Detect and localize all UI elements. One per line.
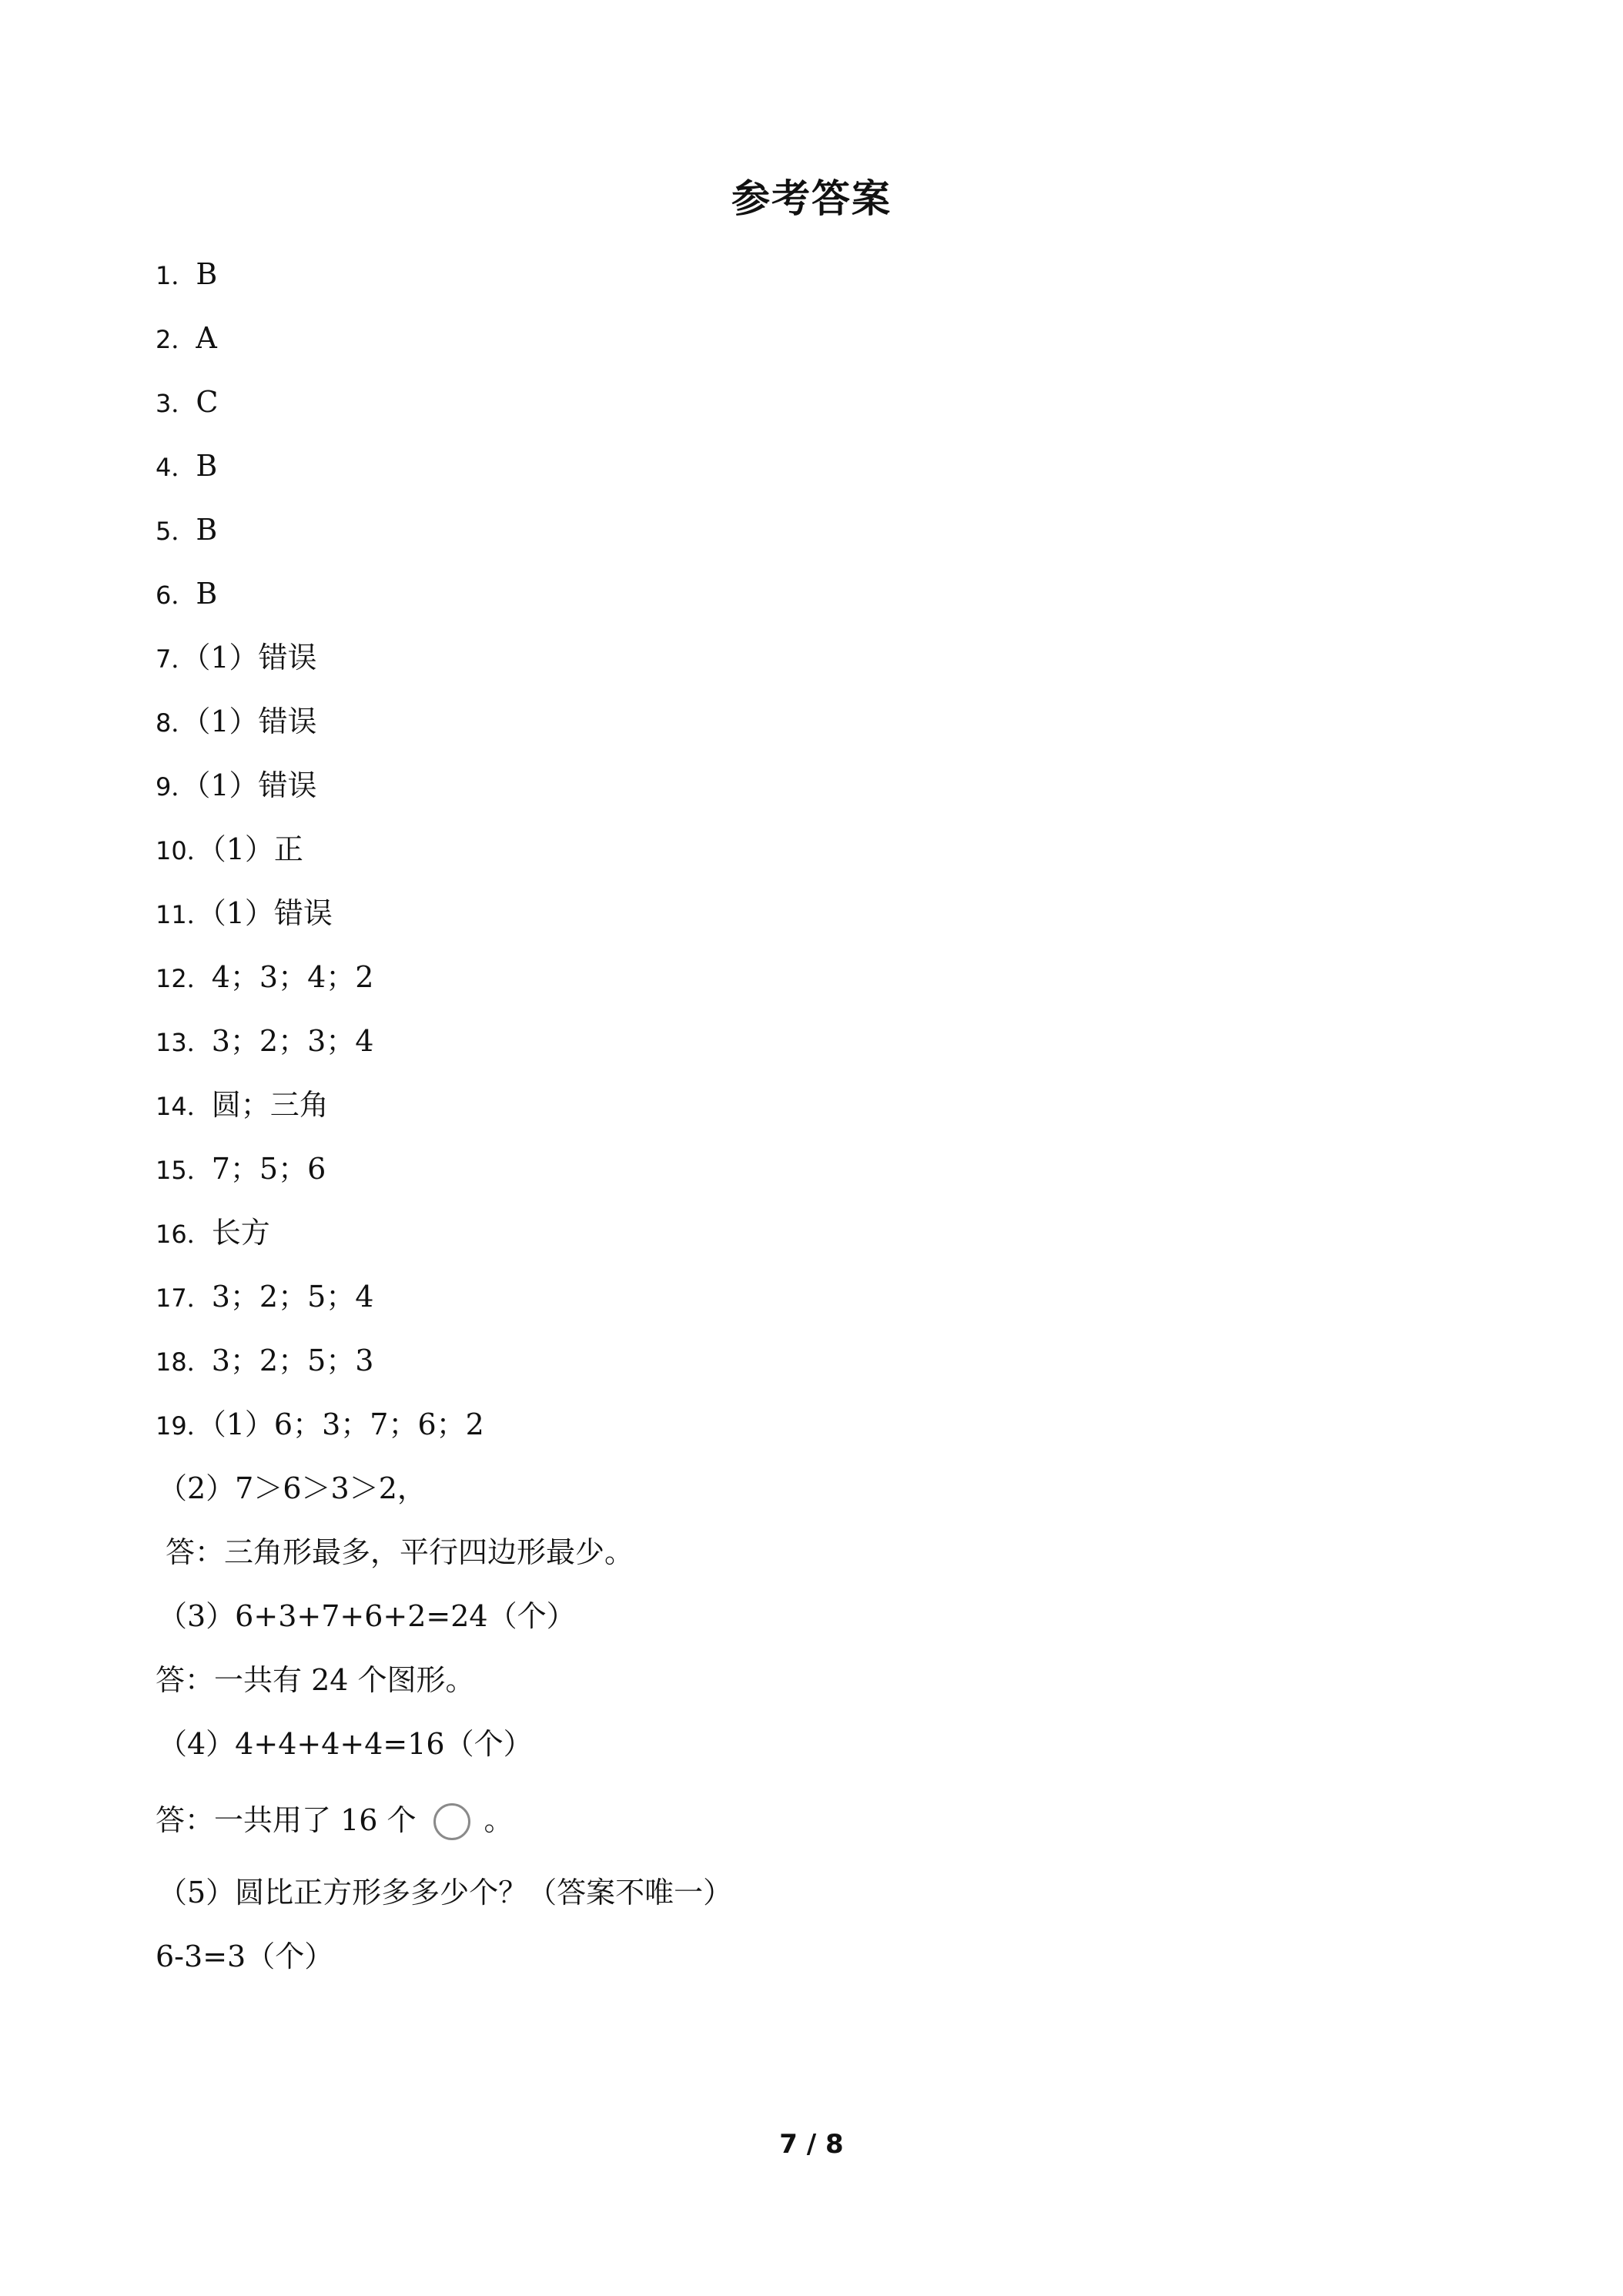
answer-number: 18． bbox=[156, 1347, 212, 1377]
answer-text: （1）错误 bbox=[196, 705, 317, 738]
answer-item bbox=[156, 1337, 373, 1384]
answer-item bbox=[156, 1274, 373, 1320]
answer-text: C bbox=[196, 385, 219, 419]
answer-text: （1）错误 bbox=[196, 641, 317, 674]
q19-part3: （3）6+3+7+6+2=24（个） bbox=[158, 1599, 576, 1633]
q19-part3-answer: 答：一共有 24 个图形。 bbox=[156, 1663, 475, 1697]
answer-item bbox=[156, 826, 303, 872]
answer-number: 12． bbox=[156, 964, 212, 993]
answer-text: B bbox=[196, 257, 218, 291]
answer-text: B bbox=[196, 449, 218, 483]
answer-item bbox=[156, 379, 218, 425]
answer-number: 3． bbox=[156, 389, 196, 418]
answer-text: 3；2；3；4 bbox=[211, 1024, 374, 1058]
q19-part5: （5）圆比正方形多多少个？（答案不唯一） bbox=[158, 1876, 733, 1909]
answer-number: 17． bbox=[156, 1284, 212, 1313]
answer-item bbox=[156, 1401, 484, 1448]
q19-part4-answer-text: 答：一共用了 16 个 bbox=[156, 1803, 417, 1837]
answer-item bbox=[156, 1082, 329, 1128]
answer-number: 19． bbox=[156, 1411, 212, 1441]
answer-number: 1． bbox=[156, 261, 196, 290]
answer-number: 5． bbox=[156, 517, 196, 546]
answer-text: （1）错误 bbox=[196, 768, 317, 802]
answer-text: 3；2；5；4 bbox=[211, 1280, 374, 1314]
answer-item bbox=[156, 251, 217, 297]
answer-item bbox=[156, 1146, 326, 1192]
q19-part4-answer bbox=[156, 1797, 514, 1843]
answer-number: 11． bbox=[156, 900, 212, 929]
answer-item bbox=[156, 571, 217, 617]
answer-text: （1）6；3；7；6；2 bbox=[211, 1407, 484, 1441]
q19-part2-answer: 答：三角形最多，平行四边形最少。 bbox=[166, 1535, 634, 1569]
answer-item bbox=[156, 762, 317, 808]
answer-text: B bbox=[196, 577, 218, 611]
q19-part2: （2）7＞6＞3＞2， bbox=[158, 1471, 427, 1505]
answer-number: 14． bbox=[156, 1092, 212, 1121]
q19-part4-answer-end: 。 bbox=[484, 1803, 514, 1837]
answer-number: 2． bbox=[156, 325, 196, 354]
answer-text: 3；2；5；3 bbox=[211, 1344, 374, 1377]
answer-item bbox=[156, 698, 317, 745]
answer-number: 15． bbox=[156, 1156, 212, 1185]
answer-item bbox=[156, 1018, 373, 1064]
answer-number: 13． bbox=[156, 1028, 212, 1057]
circle-icon bbox=[433, 1803, 470, 1840]
answer-text: 长方 bbox=[211, 1216, 270, 1250]
answer-number: 7． bbox=[156, 644, 196, 674]
answer-item bbox=[156, 315, 217, 361]
answer-item bbox=[156, 634, 317, 681]
answer-text: （1）正 bbox=[211, 832, 303, 866]
answer-text: 圆；三角 bbox=[211, 1088, 329, 1122]
answer-item bbox=[156, 1210, 270, 1256]
answer-number: 6． bbox=[156, 581, 196, 610]
answer-number: 16． bbox=[156, 1220, 212, 1249]
page-title: 参考答案 bbox=[731, 176, 892, 221]
answer-number: 4． bbox=[156, 453, 196, 482]
answer-text: 7；5；6 bbox=[211, 1152, 326, 1186]
q19-part4: （4）4+4+4+4=16（个） bbox=[158, 1727, 533, 1761]
answer-item bbox=[156, 954, 373, 1000]
answer-text: （1）错误 bbox=[211, 896, 333, 930]
q19-part5-calc: 6-3=3（个） bbox=[156, 1940, 334, 1973]
answer-number: 10． bbox=[156, 836, 212, 865]
answer-number: 9． bbox=[156, 772, 196, 802]
page-number: 7 / 8 bbox=[779, 2129, 844, 2160]
answer-item bbox=[156, 890, 333, 936]
answer-text: 4；3；4；2 bbox=[211, 960, 374, 994]
answer-item bbox=[156, 507, 217, 553]
answer-item bbox=[156, 443, 217, 489]
answer-text: A bbox=[196, 321, 217, 355]
answer-text: B bbox=[196, 513, 218, 547]
answer-number: 8． bbox=[156, 708, 196, 738]
